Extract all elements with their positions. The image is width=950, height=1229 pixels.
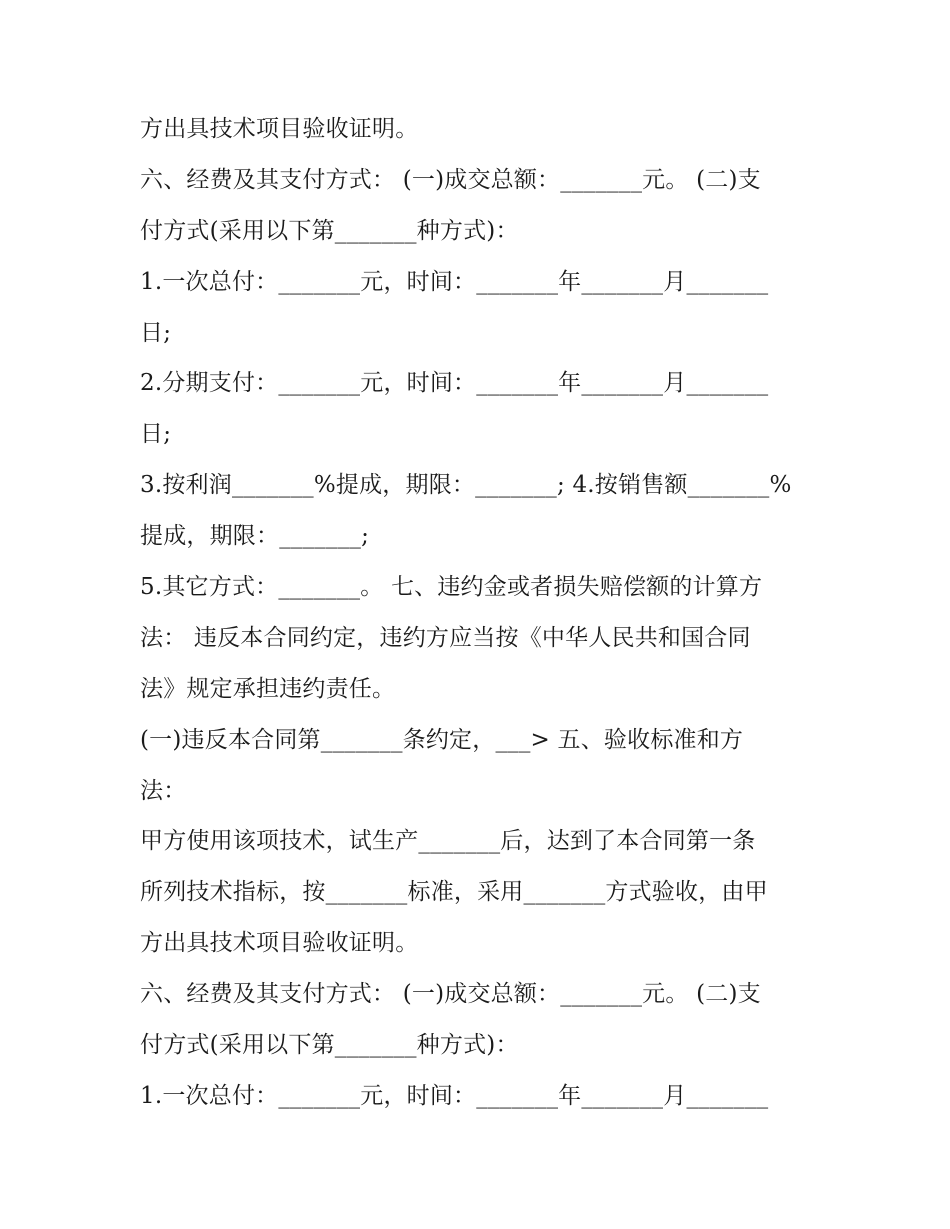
text-line: 法》规定承担违约责任。 — [140, 675, 396, 702]
text-line: 日; — [140, 421, 172, 448]
text-line: 3.按利润_______%提成，期限：_______; 4.按销售额_______% — [140, 472, 792, 499]
text-line: 六、经费及其支付方式： (一)成交总额：_______元。 (二)支 — [140, 166, 761, 193]
text-line: 法： 违反本合同约定，违约方应当按《中华人民共和国合同 — [140, 624, 751, 651]
text-line: 六、经费及其支付方式： (一)成交总额：_______元。 (二)支 — [140, 981, 761, 1008]
text-line: 方出具技术项目验收证明。 — [140, 930, 419, 957]
text-line: 所列技术指标，按_______标准，采用_______方式验收，由甲 — [140, 879, 768, 906]
text-line: (一)违反本合同第_______条约定，___> 五、验收标准和方 — [140, 726, 744, 753]
text-line: 法： — [140, 777, 187, 804]
text-line: 日; — [140, 319, 172, 346]
text-line: 2.分期支付：_______元，时间：_______年_______月_______ — [140, 370, 769, 397]
text-line: 方出具技术项目验收证明。 — [140, 116, 419, 142]
text-line: 提成，期限：_______; — [140, 523, 370, 550]
text-line: 付方式(采用以下第_______种方式)： — [140, 217, 519, 244]
contract-text — [140, 104, 820, 1122]
text-line: 1.一次总付：_______元，时间：_______年_______月_______ — [140, 268, 769, 295]
text-line: 1.一次总付：_______元，时间：_______年_______月_______ — [140, 1082, 769, 1109]
text-line: 甲方使用该项技术，试生产_______后，达到了本合同第一条 — [140, 828, 756, 855]
text-line: 付方式(采用以下第_______种方式)： — [140, 1032, 519, 1059]
text-line: 5.其它方式：_______。 七、违约金或者损失赔偿额的计算方 — [140, 574, 763, 601]
